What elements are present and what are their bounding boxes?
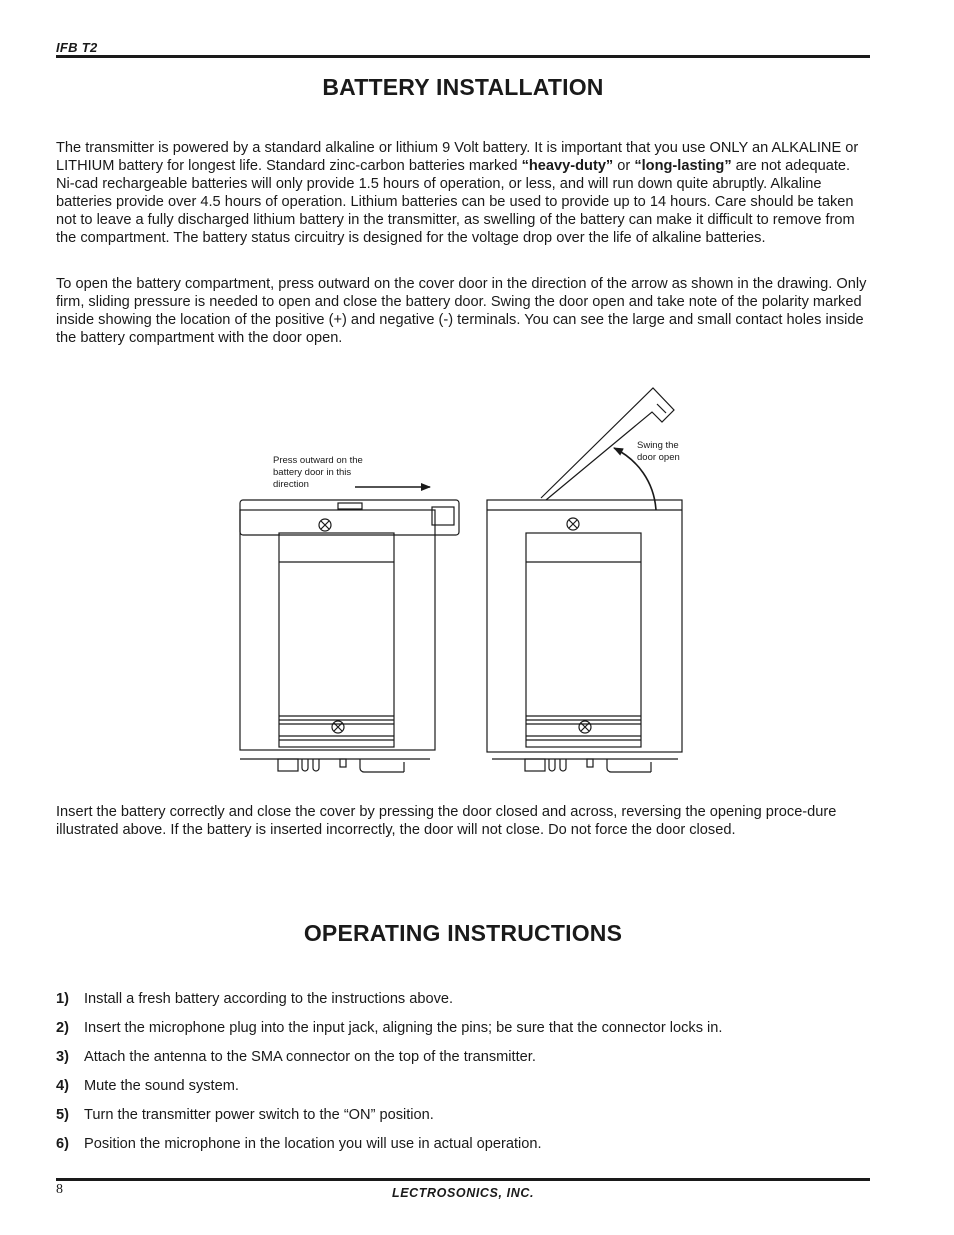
document-header-label: IFB T2	[56, 40, 98, 55]
battery-paragraph-2: To open the battery compartment, press outward on the cover door in the direction of the arrow as shown in the drawing. Only firm, sliding pressure is needed to open and close the battery door. Swing the door open and take note of the polarity marked inside showing the location of the positive (+) and negative (-) terminals. You can see the large and small contact holes inside the battery compartment with the door open.	[56, 276, 867, 346]
caption-press-line-2: battery door in this	[273, 467, 352, 478]
page-number: 8	[56, 1182, 63, 1197]
footer-rule	[56, 1178, 870, 1181]
caption-swing-line-2: door open	[637, 452, 680, 463]
battery-installation-title: BATTERY INSTALLATION	[322, 74, 604, 100]
caption-swing-line-1: Swing the	[637, 440, 679, 451]
operating-instructions-title: OPERATING INSTRUCTIONS	[303, 920, 623, 946]
caption-press-line-1: Press outward on the	[273, 455, 363, 466]
footer-brand: LECTROSONICS, INC.	[391, 1186, 535, 1200]
battery-paragraph-3: Insert the battery correctly and close the cover by pressing the door closed and across, reversing the opening proce-dure illustrated above. If the battery is inserted incorrectly, the door will not close. Do not force the door closed.	[56, 804, 837, 838]
battery-paragraph-1: The transmitter is powered by a standard alkaline or lithium 9 Volt battery. It is important that you use ONLY an ALKALINE or LITHIUM battery for longest life. Standard zinc-carbon batteries marked “heavy-duty” or “long-lasting” are not adequate. Ni-cad rechargeable batteries will only provide 1.5 hours of operation, or less, and will run down quite abruptly. Alkaline batteries provide over 4.5 hours of operation. Lithium batteries can be used to provide up to 14 hours. Care should be taken not to leave a fully discharged lithium battery in the transmitter, as swelling of the battery can make it difficult to remove from the compartment. The battery status circuitry is designed for the voltage drop over the life of alkaline batteries.	[56, 140, 859, 246]
caption-press-line-3: direction	[273, 479, 309, 490]
transmitter-door-closed	[240, 500, 459, 772]
